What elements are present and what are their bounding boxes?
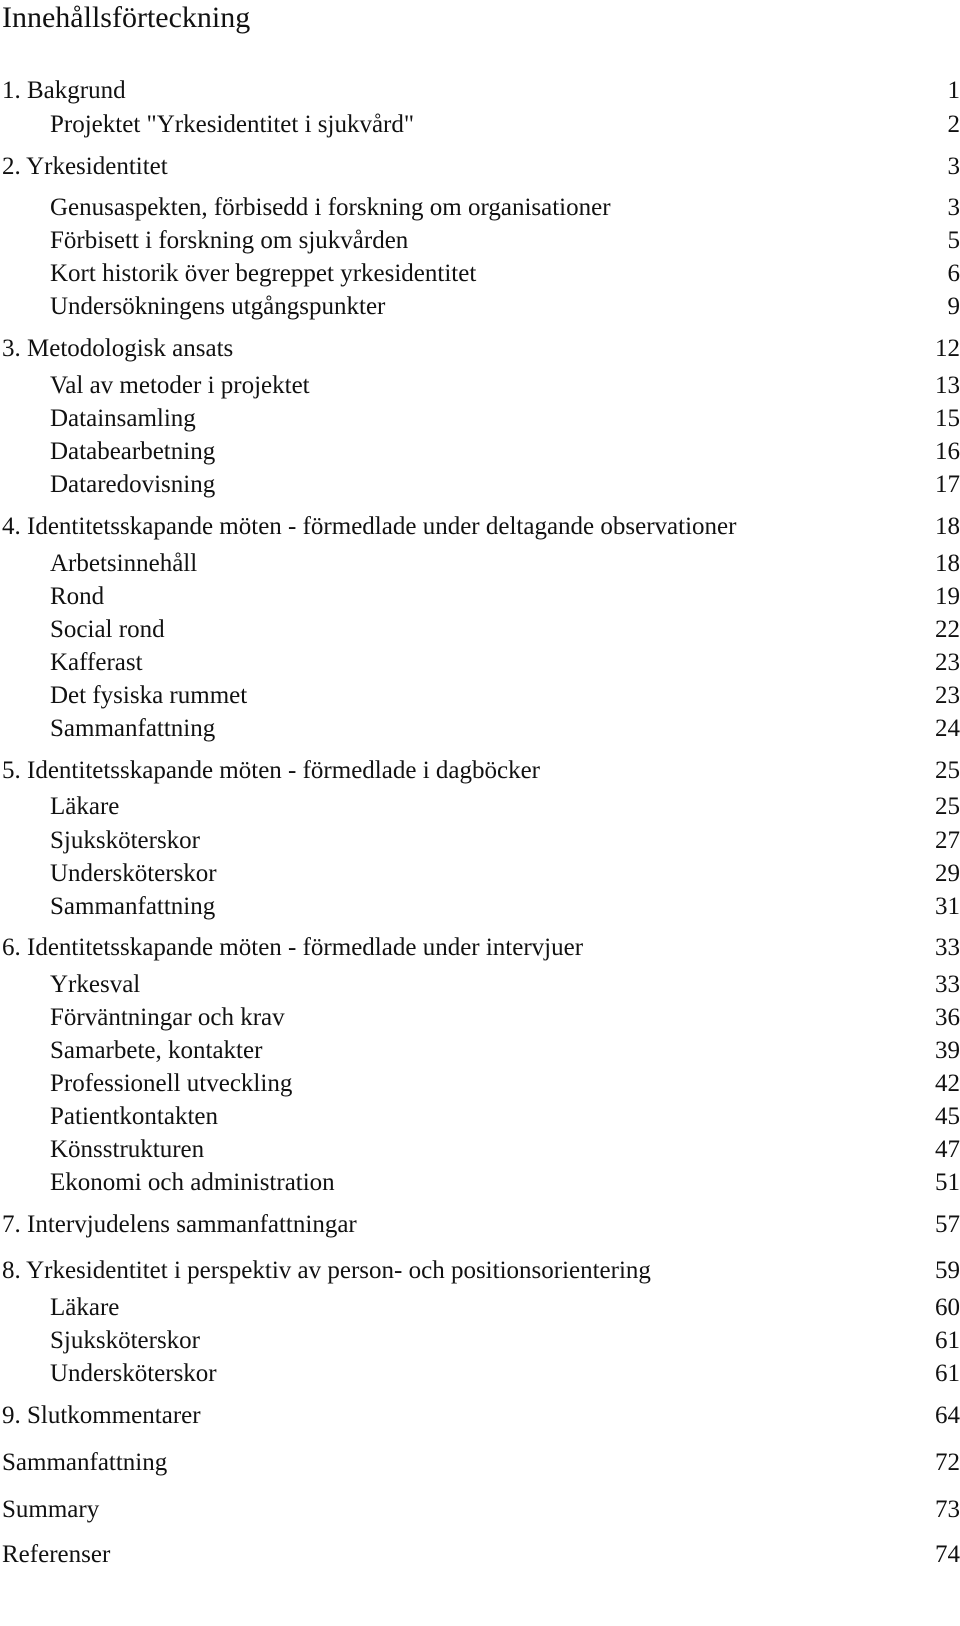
toc-entry-page-number: 36 xyxy=(935,1004,960,1031)
toc-entry-page-number: 9 xyxy=(947,293,960,320)
toc-entry-label: Sammanfattning xyxy=(2,1449,168,1476)
toc-entry-page-number: 12 xyxy=(935,335,960,362)
toc-entry-page-number: 6 xyxy=(947,260,960,287)
toc-entry-label: Professionell utveckling xyxy=(50,1070,293,1097)
toc-entry xyxy=(0,512,960,542)
toc-entry-label: Social rond xyxy=(50,616,165,643)
toc-subentry xyxy=(0,892,960,922)
toc-entry-page-number: 2 xyxy=(947,111,960,138)
toc-subentry xyxy=(0,826,960,856)
toc-subentry xyxy=(0,1168,960,1198)
toc-entry xyxy=(0,1448,960,1478)
toc-entry-label: Kafferast xyxy=(50,649,143,676)
toc-entry-label: Samarbete, kontakter xyxy=(50,1037,263,1064)
toc-entry-label: Rond xyxy=(50,583,105,610)
toc-entry-page-number: 13 xyxy=(935,372,960,399)
toc-subentry xyxy=(0,193,960,223)
toc-entry xyxy=(0,933,960,963)
toc-entry-label: 6. Identitetsskapande möten - förmedlade under intervjuer xyxy=(2,934,584,961)
toc-entry-page-number: 29 xyxy=(935,860,960,887)
toc-subentry xyxy=(0,1326,960,1356)
toc-entry-page-number: 23 xyxy=(935,682,960,709)
toc-entry-label: 5. Identitetsskapande möten - förmedlade i dagböcker xyxy=(2,757,541,784)
toc-entry-page-number: 33 xyxy=(935,971,960,998)
toc-entry-page-number: 42 xyxy=(935,1070,960,1097)
toc-entry-page-number: 24 xyxy=(935,715,960,742)
toc-subentry xyxy=(0,371,960,401)
toc-entry-label: Sammanfattning xyxy=(50,715,216,742)
toc-entry-label: Sjuksköterskor xyxy=(50,1327,200,1354)
toc-entry-label: Undersköterskor xyxy=(50,860,217,887)
toc-entry xyxy=(0,1256,960,1286)
toc-entry-page-number: 33 xyxy=(935,934,960,961)
toc-entry xyxy=(0,1540,960,1570)
toc-entry-page-number: 61 xyxy=(935,1360,960,1387)
toc-entry-page-number: 60 xyxy=(935,1294,960,1321)
toc-entry-page-number: 72 xyxy=(935,1449,960,1476)
toc-entry-label: Yrkesval xyxy=(50,971,141,998)
toc-entry xyxy=(0,1495,960,1525)
toc-entry-page-number: 64 xyxy=(935,1402,960,1429)
toc-entry-label: Datainsamling xyxy=(50,405,196,432)
toc-entry-label: Sjuksköterskor xyxy=(50,827,200,854)
toc-entry-label: Undersökningens utgångspunkter xyxy=(50,293,386,320)
toc-entry-page-number: 74 xyxy=(935,1541,960,1568)
toc-entry-page-number: 57 xyxy=(935,1211,960,1238)
toc-subentry xyxy=(0,1135,960,1165)
toc-entry-label: Referenser xyxy=(2,1541,111,1568)
toc-entry-page-number: 18 xyxy=(935,550,960,577)
toc-entry-page-number: 61 xyxy=(935,1327,960,1354)
toc-subentry xyxy=(0,259,960,289)
toc-entry-page-number: 1 xyxy=(947,77,960,104)
toc-subentry xyxy=(0,1036,960,1066)
toc-entry-page-number: 47 xyxy=(935,1136,960,1163)
toc-subentry xyxy=(0,859,960,889)
toc-subentry xyxy=(0,292,960,322)
toc-entry-page-number: 39 xyxy=(935,1037,960,1064)
toc-entry-label: Kort historik över begreppet yrkesidentitet xyxy=(50,260,477,287)
toc-subentry xyxy=(0,437,960,467)
toc-subentry xyxy=(0,970,960,1000)
toc-subentry xyxy=(0,615,960,645)
toc-subentry xyxy=(0,110,960,140)
toc-entry-label: 9. Slutkommentarer xyxy=(2,1402,201,1429)
toc-entry-page-number: 23 xyxy=(935,649,960,676)
toc-entry-page-number: 19 xyxy=(935,583,960,610)
toc-entry-label: 8. Yrkesidentitet i perspektiv av person- och positionsorientering xyxy=(2,1257,651,1284)
toc-subentry xyxy=(0,582,960,612)
toc-entry-label: 1. Bakgrund xyxy=(2,77,126,104)
toc-entry xyxy=(0,756,960,786)
toc-entry xyxy=(0,1210,960,1240)
toc-entry-page-number: 17 xyxy=(935,471,960,498)
toc-entry-label: Undersköterskor xyxy=(50,1360,217,1387)
toc-entry-label: 7. Intervjudelens sammanfattningar xyxy=(2,1211,357,1238)
toc-entry-page-number: 25 xyxy=(935,757,960,784)
toc-subentry xyxy=(0,1293,960,1323)
toc-entry-label: Val av metoder i projektet xyxy=(50,372,310,399)
toc-entry-label: Läkare xyxy=(50,793,120,820)
toc-entry-label: Genusaspekten, förbisedd i forskning om organisationer xyxy=(50,194,611,221)
toc-entry-label: Förbisett i forskning om sjukvården xyxy=(50,227,409,254)
toc-entry-label: Könsstrukturen xyxy=(50,1136,205,1163)
toc-subentry xyxy=(0,681,960,711)
toc-entry xyxy=(0,152,960,182)
toc-entry-page-number: 73 xyxy=(935,1496,960,1523)
toc-entry-page-number: 59 xyxy=(935,1257,960,1284)
toc-subentry xyxy=(0,404,960,434)
toc-entry-label: 3. Metodologisk ansats xyxy=(2,335,234,362)
toc-subentry xyxy=(0,226,960,256)
page-title: Innehållsförteckning xyxy=(2,1,251,34)
toc-entry-label: Patientkontakten xyxy=(50,1103,219,1130)
toc-entry-page-number: 3 xyxy=(947,194,960,221)
toc-entry-label: Arbetsinnehåll xyxy=(50,550,198,577)
toc-entry-page-number: 15 xyxy=(935,405,960,432)
toc-entry-label: Sammanfattning xyxy=(50,893,216,920)
toc-subentry xyxy=(0,549,960,579)
toc-entry-label: Ekonomi och administration xyxy=(50,1169,335,1196)
toc-entry-page-number: 27 xyxy=(935,827,960,854)
toc-entry-page-number: 3 xyxy=(947,153,960,180)
toc-entry-label: Databearbetning xyxy=(50,438,216,465)
toc-entry xyxy=(0,76,960,106)
toc-entry-page-number: 31 xyxy=(935,893,960,920)
toc-subentry xyxy=(0,714,960,744)
toc-subentry xyxy=(0,1102,960,1132)
toc-subentry xyxy=(0,470,960,500)
toc-entry xyxy=(0,334,960,364)
toc-entry-label: 2. Yrkesidentitet xyxy=(2,153,168,180)
toc-entry xyxy=(0,1401,960,1431)
toc-subentry xyxy=(0,1069,960,1099)
toc-subentry xyxy=(0,1359,960,1389)
toc-subentry xyxy=(0,1003,960,1033)
toc-entry-page-number: 45 xyxy=(935,1103,960,1130)
toc-entry-label: Projektet "Yrkesidentitet i sjukvård" xyxy=(50,111,415,138)
toc-entry-page-number: 25 xyxy=(935,793,960,820)
toc-entry-label: Läkare xyxy=(50,1294,120,1321)
toc-entry-label: Det fysiska rummet xyxy=(50,682,248,709)
toc-entry-page-number: 22 xyxy=(935,616,960,643)
toc-entry-page-number: 16 xyxy=(935,438,960,465)
toc-entry-label: Summary xyxy=(2,1496,100,1523)
toc-entry-page-number: 51 xyxy=(935,1169,960,1196)
toc-entry-label: Dataredovisning xyxy=(50,471,216,498)
toc-subentry xyxy=(0,792,960,822)
toc-entry-label: Förväntningar och krav xyxy=(50,1004,285,1031)
toc-subentry xyxy=(0,648,960,678)
toc-entry-page-number: 5 xyxy=(947,227,960,254)
toc-entry-page-number: 18 xyxy=(935,513,960,540)
toc-entry-label: 4. Identitetsskapande möten - förmedlade under deltagande observationer xyxy=(2,513,737,540)
